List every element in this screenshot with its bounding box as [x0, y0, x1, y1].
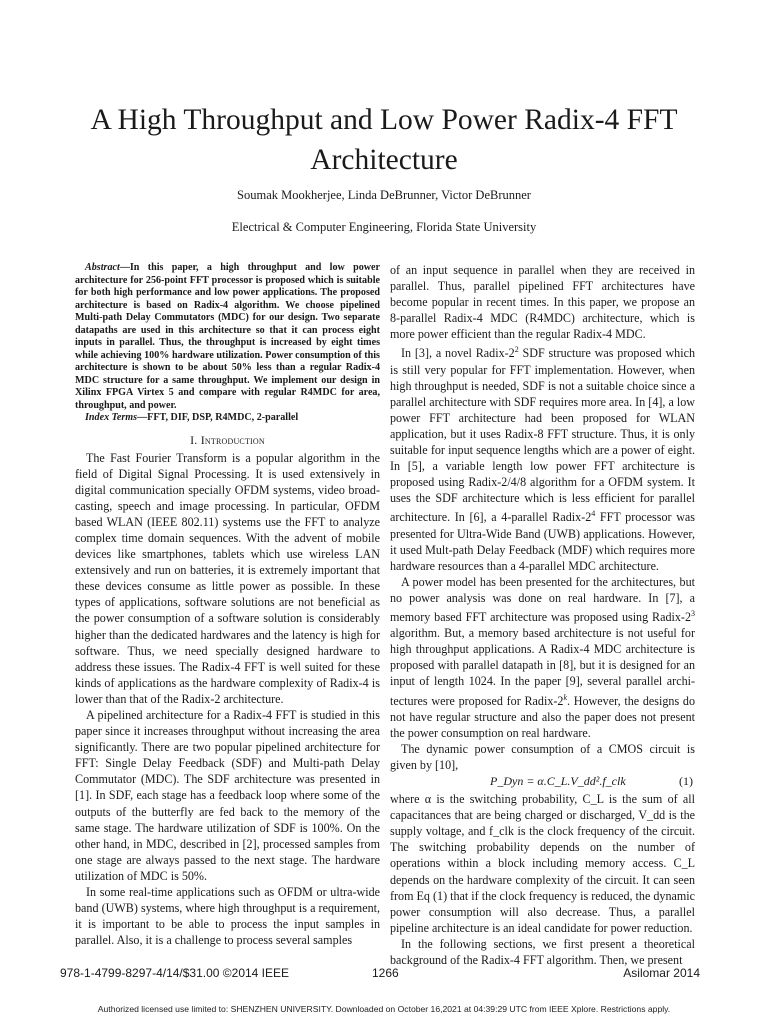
footer-conference: Asilomar 2014	[623, 966, 700, 980]
paragraph: In some real-time applications such as OFDM or ultra-wide band (UWB) systems, where high throughput is a requirement, it is important to be able to process the input samples in parallel. Also, it is a challenge to process several samples	[75, 885, 380, 948]
paragraph: A power model has been presented for the architectures, but no power analysis was done on real hardware. In [7], a memory based FFT architecture was proposed using Radix-$2^3$ algorithm. But, a memory based architecture is not useful for high throughput applications. A Radix-4 MDC architecture is proposed with parallel datapath in [8], but it is designed for an input of length 1024. In the paper [9], several parallel archi-tectures were proposed for Radix-2$^k$. However, the designs do not have regular structure and also the paper does not present the power consumption on real hardware.	[390, 574, 695, 740]
paragraph: The Fast Fourier Transform is a popular algorithm in the field of Digital Signal Processing. It is used extensively in digital communication specially OFDM systems, video broad-casting, speech and image processing. In particular, OFDM based WLAN (IEEE 802.11) systems use the FFT to analyze complex time domain sequences. With the advent of mobile devices like smartphones, tablets which use wireless LAN extensively and run on batteries, it is extremely important that these devices consume as little power as possible. In these types of applications, software solutions are not beneficial as the power consumption of a software solution is considerably higher than the dedicated hardwares and the latency is high for software. Thus, we need specially designed hardware to address these issues. The Radix-4 FFT is well suited for these kinds of applications as the hardware complexity of Radix-4 is lower than that of the Radix-2 architecture.	[75, 450, 380, 706]
left-column	[75, 262, 380, 948]
index-terms-label: Index Terms	[85, 412, 138, 423]
right-column	[390, 262, 695, 968]
paragraph: The dynamic power consumption of a CMOS circuit is given by [10],	[390, 741, 695, 772]
paragraph: In [3], a novel Radix-$2^2$ SDF structure was proposed which is still very popular for FFT implementation. However, when high throughput is needed, SDF is not a suitable choice since a parallel architecture with SDF requires more area. In [4], a low power FFT architecture had been proposed for WLAN application, but it uses Radix-8 FFT structure. Thus, it is only suitable for input sequence lengths which are a power of eight. In [5], a variable length low power FFT architecture is proposed using Radix-2/4/8 algorithm for a OFDM system. It uses the SDF architecture which is less efficient for parallel architecture. In [6], a 4-parallel Radix-$2^4$ FFT processor was presented for Ultra-Wide Band (UWB) applications. However, it used Mult-path Delay Feedback (MDF) which requires more hardware resources than a 4-parallel MDC architecture.	[390, 345, 695, 573]
footer-page-number: 1266	[372, 966, 399, 980]
affiliation: Electrical & Computer Engineering, Florida State University	[231, 220, 537, 234]
paragraph: A pipelined architecture for a Radix-4 FFT is studied in this paper since it increases throughput without increasing the area significantly. There are two popular pipelined architecture for FFT: Single Delay Feedback (SDF) and Multi-path Delay Commutator (MDC). The SDF architecture was presented in [1]. In SDF, each stage has a feedback loop where some of the outputs of the butterfly are fed back to the memory of the same stage. The hardware utilization of SDF is 100%. On the other hand, in MDC, described in [2], processed samples from one stage are always passed to the next stage. The hardware utilization of MDC is 50%.	[75, 708, 380, 883]
section-heading-introduction: I. Introduction	[190, 432, 265, 447]
author-list: Soumak Mookherjee, Linda DeBrunner, Victor DeBrunner	[237, 188, 531, 202]
footer-isbn: 978-1-4799-8297-4/14/$31.00 ©2014 IEEE	[60, 966, 290, 980]
paragraph: In the following sections, we first present a theoretical background of the Radix-4 FFT algorithm. Then, we present	[390, 936, 695, 967]
equation-number: (1)	[679, 774, 693, 789]
abstract-label: Abstract	[85, 262, 120, 273]
paragraph: where α is the switching probability, C_L is the sum of all capacitances that are being charged or discharged, V_dd is the supply voltage, and f_clk is the clock frequency of the circuit. The switching probability depends on the number of operations within a block including memory access. C_L depends on the hardware complexity of the circuit. It can seen from Eq (1) that if the clock frequency is reduced, the dynamic power consumption will also decrease. Thus, a parallel pipeline architecture is an ideal candidate for power reduction.	[390, 792, 695, 935]
abstract-text: —In this paper, a high throughput and low power architecture for 256-point FFT processor is proposed which is suitable for both high performance and low power applications. The proposed architecture is based on Radix-4 algorithm. We choose pipelined Multi-path Delay Commutators (MDC) for our design. Two separate datapaths are used in this architecture so that it can process eight inputs in parallel. Thus, the throughput is increased by eight times while achieving 100% hardware utilization. Power consumption of this architecture is shown to be about 50% less than a regular Radix-4 MDC structure for a same throughput. We implement our design in Xilinx FPGA Virtex 5 and compare with regular R4MDC for area, throughput, and power.	[75, 262, 380, 411]
abstract	[75, 262, 380, 412]
equation-text: P_Dyn = α.C_L.V_dd².f_clk	[490, 774, 626, 789]
paragraph: of an input sequence in parallel when they are received in parallel. Thus, parallel pipelined FFT architectures have become popular in recent times. In this paper, we propose an 8-parallel Radix-4 MDC (R4MDC) architecture, which is more power efficient than the regular Radix-4 MDC.	[390, 263, 695, 342]
index-terms	[75, 412, 380, 425]
license-notice: Authorized licensed use limited to: SHENZHEN UNIVERSITY. Downloaded on October 16,2021 at 04:39:29 UTC from IEEE Xplore. Restrictions apply.	[97, 1004, 671, 1014]
paper-title: A High Throughput and Low Power Radix-4 FFT Architecture	[90, 104, 678, 176]
equation-1	[390, 773, 695, 791]
index-terms-text: —FFT, DIF, DSP, R4MDC, 2-parallel	[137, 412, 299, 423]
